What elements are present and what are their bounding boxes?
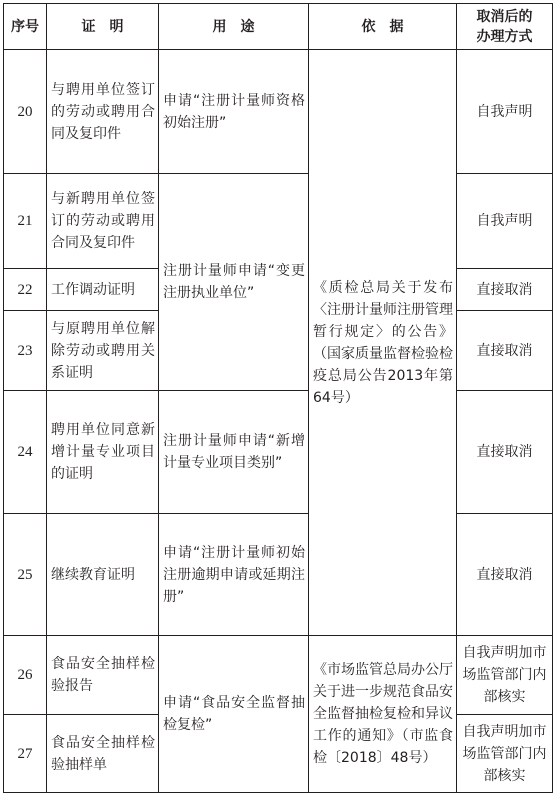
action-cell: 直接取消 [457,391,553,514]
use-cell: 申请“注册计量师初始注册逾期申请或延期注册” [159,514,309,636]
header-num: 序号 [4,4,47,50]
header-action [457,4,553,50]
table-row [4,514,553,636]
certificate-cell: 与新聘用单位签订的劳动或聘用合同及复印件 [47,174,159,269]
action-cell: 直接取消 [457,311,553,391]
certificate-cell: 继续教育证明 [47,514,159,636]
action-cell: 直接取消 [457,269,553,311]
certificate-cell: 与原聘用单位解除劳动或聘用关系证明 [47,311,159,391]
row-number: 22 [4,269,47,311]
certificate-table [3,3,553,793]
header-basis: 依 据 [309,4,457,50]
certificate-cell: 食品安全抽样检验抽样单 [47,715,159,793]
use-cell: 注册计量师申请“新增计量专业项目类别” [159,391,309,514]
action-cell: 自我声明 [457,174,553,269]
table-row [4,50,553,174]
use-cell: 申请“注册计量师资格初始注册” [159,50,309,174]
row-number: 21 [4,174,47,269]
certificate-cell: 聘用单位同意新增计量专业项目的证明 [47,391,159,514]
basis-cell: 《市场监管总局办公厅关于进一步规范食品安全监督抽检复检和异议工作的通知》（市监食检〔2018〕48号） [309,636,457,793]
header-row [4,4,553,50]
action-cell: 自我声明加市场监管部门内部核实 [457,715,553,793]
row-number: 23 [4,311,47,391]
header-action-line2: 办理方式 [476,28,533,45]
action-cell: 自我声明加市场监管部门内部核实 [457,636,553,715]
table-row [4,636,553,715]
row-number: 24 [4,391,47,514]
header-cert: 证 明 [47,4,159,50]
basis-cell: 《质检总局关于发布〈注册计量师注册管理暂行规定〉的公告》（国家质量监督检验检疫总局公告2013年第64号） [309,50,457,636]
use-cell: 注册计量师申请“变更注册执业单位” [159,174,309,391]
table-row [4,174,553,269]
header-action-line1: 取消后的 [476,8,533,25]
certificate-cell: 与聘用单位签订的劳动或聘用合同及复印件 [47,50,159,174]
certificate-cell: 食品安全抽样检验报告 [47,636,159,715]
row-number: 27 [4,715,47,793]
use-cell: 申请“食品安全监督抽检复检” [159,636,309,793]
action-cell: 直接取消 [457,514,553,636]
certificate-cell: 工作调动证明 [47,269,159,311]
row-number: 25 [4,514,47,636]
table-row [4,391,553,514]
header-use: 用 途 [159,4,309,50]
action-cell: 自我声明 [457,50,553,174]
row-number: 20 [4,50,47,174]
row-number: 26 [4,636,47,715]
